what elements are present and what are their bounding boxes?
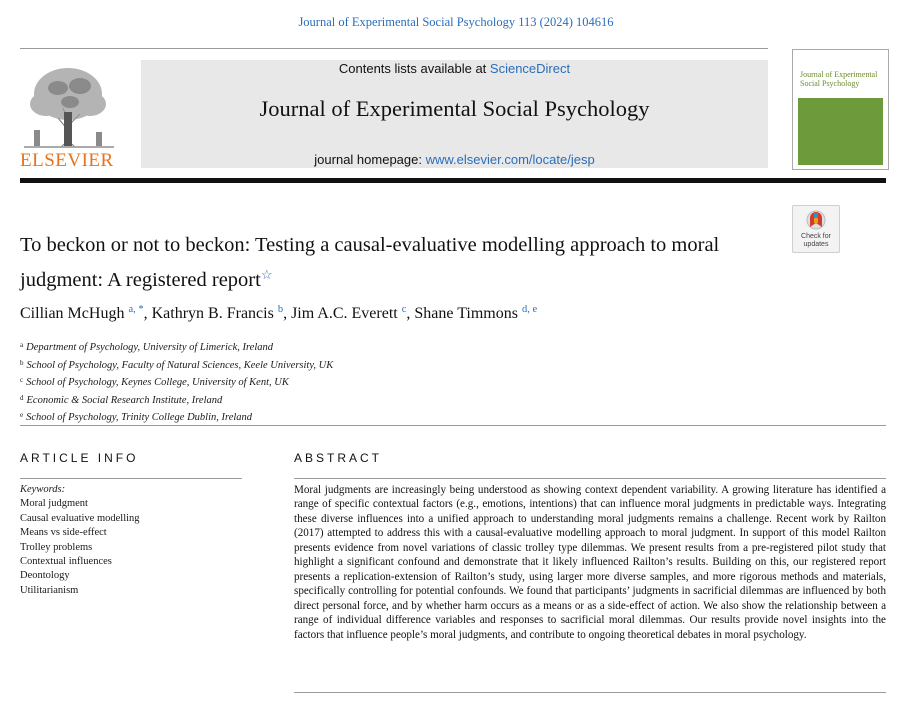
keyword-item: Utilitarianism [20, 584, 79, 596]
masthead-thick-divider [20, 178, 886, 183]
journal-citation[interactable]: Journal of Experimental Social Psychology 113 (2024) 104616 [298, 15, 614, 29]
article-info-divider [20, 478, 242, 479]
section-divider [20, 425, 886, 426]
keyword-item: Contextual influences [20, 556, 112, 568]
journal-homepage-link[interactable]: www.elsevier.com/locate/jesp [425, 152, 595, 167]
affiliation-item: $^d$ Economic & Social Research Institute, Ireland [20, 393, 223, 406]
keywords-label: Keywords: [20, 484, 66, 495]
affiliation-item: $^a$ Department of Psychology, University of Limerick, Ireland [20, 341, 274, 353]
contents-availability-line [141, 61, 768, 76]
keyword-item: Trolley problems [20, 541, 93, 553]
abstract-divider [294, 478, 886, 479]
affiliation-item: $^e$ School of Psychology, Trinity College Dublin, Ireland [20, 411, 253, 424]
article-info-heading: ARTICLE INFO [20, 451, 139, 465]
keyword-item: Moral judgment [20, 498, 88, 510]
keyword-item: Causal evaluative modelling [20, 512, 140, 524]
cover-journal-title: Journal of Experimental Social Psychology [800, 70, 878, 88]
crossmark-icon [805, 209, 827, 233]
keyword-item: Deontology [20, 570, 70, 582]
author-name[interactable]: Cillian McHugh [20, 305, 125, 322]
affiliation-list [20, 338, 333, 426]
author-name[interactable]: Kathryn B. Francis [151, 305, 274, 322]
check-for-updates-label: Check for updates [801, 233, 831, 248]
affiliation-item: $^c$ School of Psychology, Keynes College, University of Kent, UK [20, 376, 289, 389]
abstract-bottom-divider [294, 692, 886, 693]
abstract-body: Moral judgments are increasingly being understood as showing context dependent variability. A growing literature has identified a range of specific contextual factors (e.g., emotions, intentions) that can influence moral judgments in predictable ways. Integrating these diverse influences into a unified approach to understanding moral judgments remains a challenge. Recent work by Railton (2017) attempted to address this with a causal-evaluative modelling approach to moral judgment. In support of this model Railton presents evidence from novel variations of classic trolley type dilemmas. We present results from a pre-registered pilot study that highlight a significant confound and demonstrate that it likely influenced Railton’s results. Building on this, our registered report presents a replication-extension of Railton’s study, using larger more diverse samples, and more rigorous methods and materials, specifically controlling for potential confounds. We found that participants’ judgments in sacrificial dilemmas are influenced by both direct personal force, and by whether harm occurs as a means or as a side-effect of action. We also show the relationship between a range of individual difference variables and responses to sacrificial moral dilemmas. Our results provide novel insights into the factors that influence people’s moral judgments, and contribute to ongoing theoretical debates in moral psychology. [294, 484, 886, 641]
title-footnote-star[interactable]: ☆ [260, 267, 273, 282]
article-title-text: To beckon or not to beckon: Testing a causal-evaluative modelling approach to moral judgment: A registered report [20, 234, 720, 291]
homepage-prefix: journal homepage: [314, 152, 426, 167]
sciencedirect-link[interactable]: ScienceDirect [489, 61, 571, 76]
author-affiliation-marks[interactable]: a, * [128, 304, 144, 315]
author-list: Cillian McHugh $^{a, *}$, Kathryn B. Francis $^b$, Jim A.C. Everett $^c$, Shane Timmons $^{d, e}$ [20, 304, 538, 322]
author-name[interactable]: Shane Timmons [414, 305, 518, 322]
check-for-updates-button[interactable] [792, 205, 840, 253]
author-affiliation-marks[interactable]: c [401, 304, 407, 315]
author-name[interactable]: Jim A.C. Everett [291, 305, 398, 322]
contents-prefix: Contents lists available at [338, 61, 490, 76]
author-affiliation-marks[interactable]: d, e [521, 304, 538, 315]
journal-name: Journal of Experimental Social Psychology [259, 96, 650, 121]
author-affiliation-marks[interactable]: b [277, 304, 284, 315]
article-title [20, 231, 760, 295]
journal-homepage-line [141, 152, 768, 167]
affiliation-item: $^b$ School of Psychology, Faculty of Natural Sciences, Keele University, UK [20, 358, 334, 371]
journal-cover-thumbnail[interactable] [792, 49, 889, 170]
keywords-list [20, 483, 140, 598]
abstract-heading: ABSTRACT [294, 451, 383, 465]
elsevier-wordmark: ELSEVIER [20, 150, 114, 171]
cover-green-panel [798, 98, 883, 165]
header-divider [20, 48, 768, 49]
keyword-item: Means vs side-effect [20, 527, 107, 539]
